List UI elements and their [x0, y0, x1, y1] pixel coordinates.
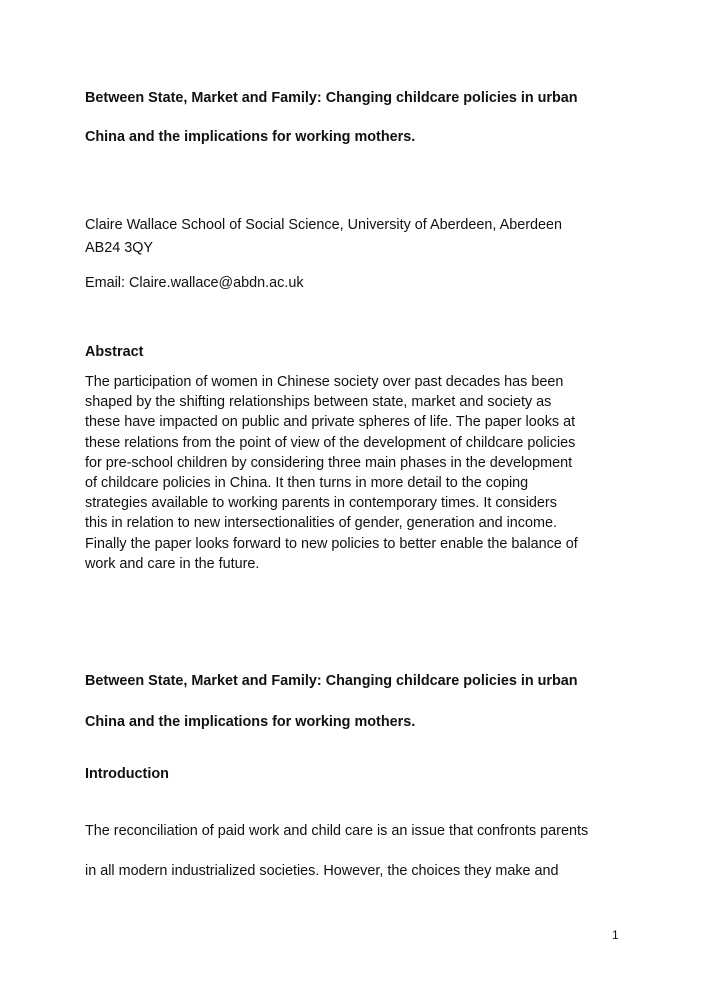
abstract-line: these have impacted on public and private spheres of life. The paper looks at: [85, 414, 576, 431]
abstract-line: The participation of women in Chinese society over past decades has been: [85, 374, 564, 390]
title-line-2: China and the implications for working mothers.: [85, 129, 416, 145]
author-email: Email: Claire.wallace@abdn.ac.uk: [85, 275, 304, 291]
abstract-line: of childcare policies in China. It then turns in more detail to the coping: [85, 475, 529, 492]
page-number: 1: [612, 928, 619, 942]
abstract-line: these relations from the point of view of the development of childcare policies: [85, 434, 576, 451]
introduction-line-2: in all modern industrialized societies. However, the choices they make and: [85, 863, 559, 879]
abstract-body: [85, 372, 625, 574]
abstract-line: work and care in the future.: [85, 555, 260, 572]
title-line-1: Between State, Market and Family: Changing childcare policies in urban: [85, 90, 578, 106]
abstract-line: for pre-school children by considering three main phases in the development: [85, 454, 573, 471]
abstract-heading: Abstract: [85, 344, 144, 360]
repeat-title-line-2: China and the implications for working mothers.: [85, 714, 416, 730]
abstract-line: Finally the paper looks forward to new policies to better enable the balance of: [85, 535, 578, 552]
author-affiliation-line-2: AB24 3QY: [85, 240, 153, 256]
introduction-heading: Introduction: [85, 766, 169, 782]
abstract-line: strategies available to working parents in contemporary times. It considers: [85, 495, 557, 512]
introduction-line-1: The reconciliation of paid work and child care is an issue that confronts parents: [85, 823, 589, 839]
abstract-line: shaped by the shifting relationships between state, market and society as: [85, 394, 552, 411]
author-affiliation-line-1: Claire Wallace School of Social Science, University of Aberdeen, Aberdeen: [85, 217, 563, 233]
repeat-title-line-1: Between State, Market and Family: Changing childcare policies in urban: [85, 673, 578, 689]
abstract-line: this in relation to new intersectionalities of gender, generation and income.: [85, 515, 557, 532]
